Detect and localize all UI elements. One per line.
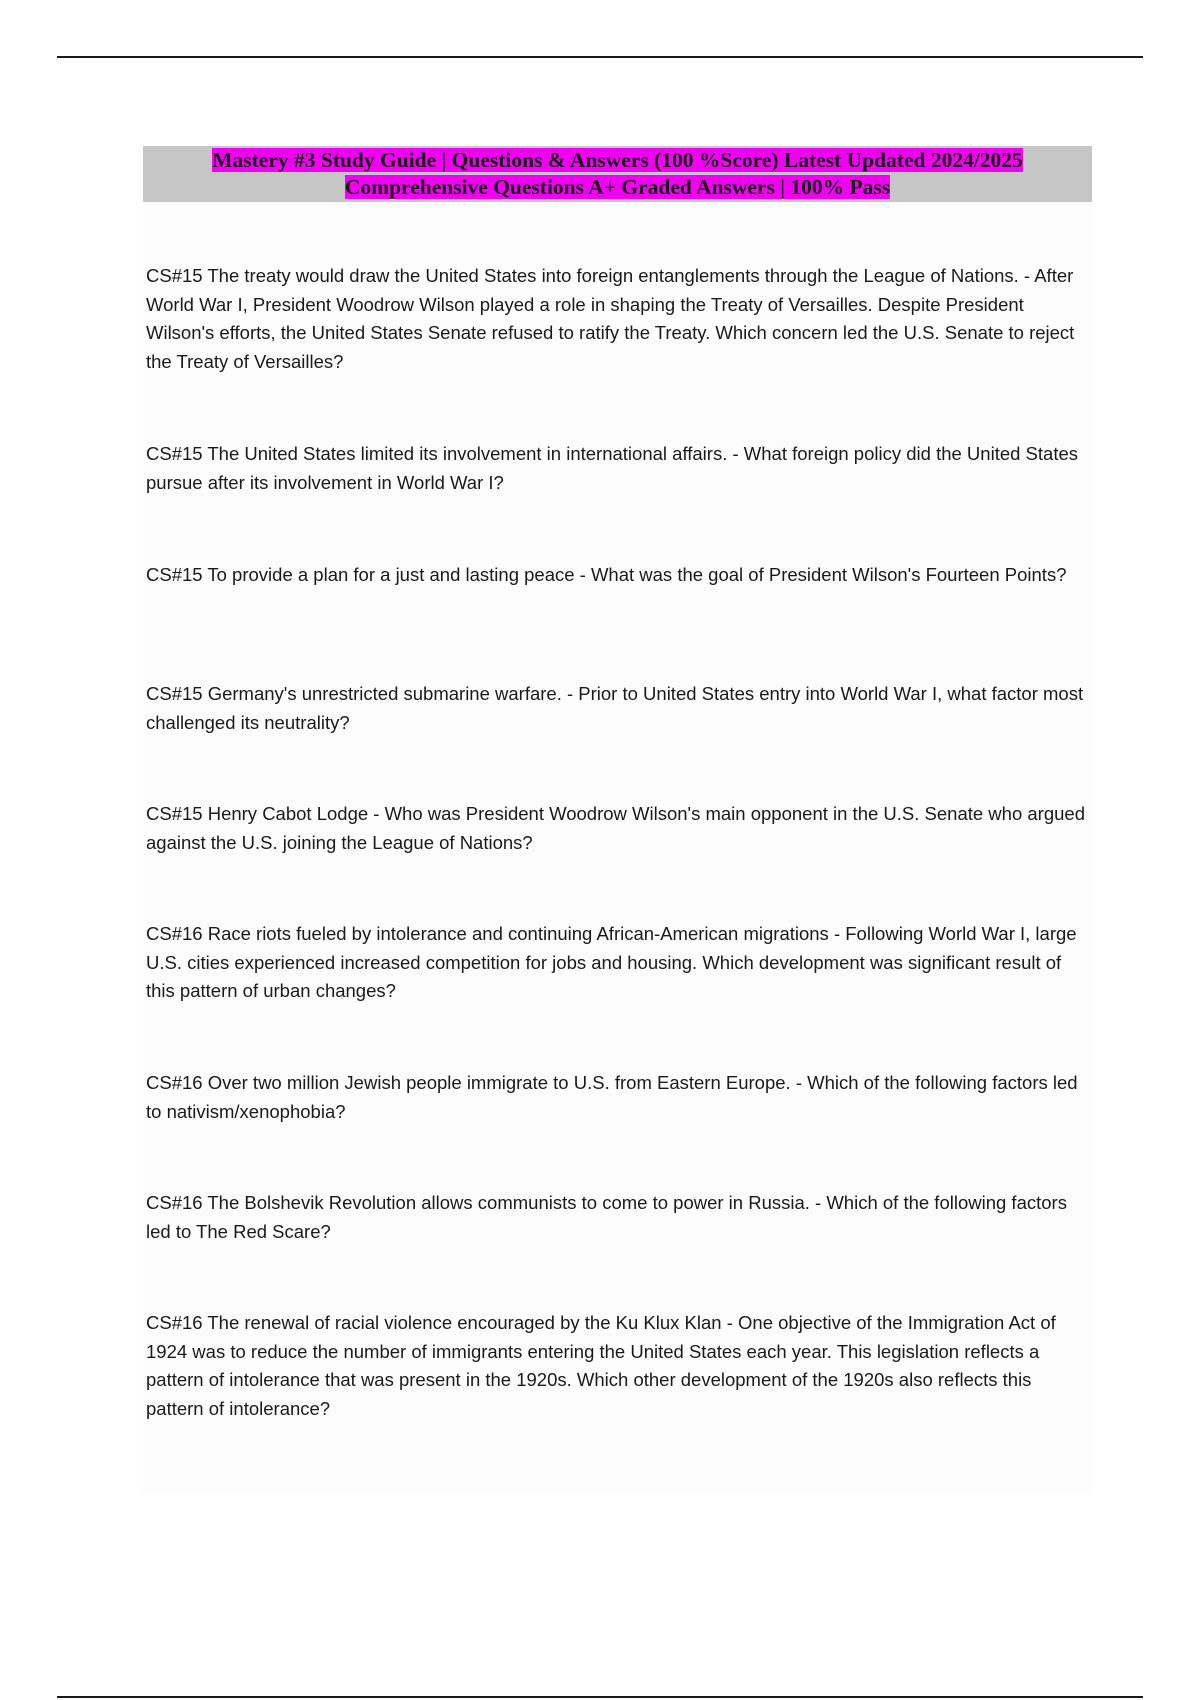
qa-item-1: CS#15 The treaty would draw the United States into foreign entanglements through the League of Nations. - After World War I, President Woodrow Wilson played a role in shaping the Treaty of Versailles. Despite President Wilson's efforts, the United States Senate refused to ratify the Treaty. Which concern led the U.S. Senate to reject the Treaty of Versailles? bbox=[146, 265, 1075, 372]
document-title-banner bbox=[143, 146, 1092, 202]
qa-item-5: CS#15 Henry Cabot Lodge - Who was President Woodrow Wilson's main opponent in the U.S. Senate who argued against the U.S. joining the League of Nations? bbox=[146, 803, 1085, 853]
qa-item-8: CS#16 The Bolshevik Revolution allows communists to come to power in Russia. - Which of the following factors led to The Red Scare? bbox=[146, 1192, 1067, 1242]
qa-item-6: CS#16 Race riots fueled by intolerance and continuing African-American migrations - Following World War I, large U.S. cities experienced increased competition for jobs and housing. Which development was significant result of this pattern of urban changes? bbox=[146, 923, 1077, 1001]
qa-item-2: CS#15 The United States limited its involvement in international affairs. - What foreign policy did the United States pursue after its involvement in World War I? bbox=[146, 443, 1078, 493]
qa-item-7: CS#16 Over two million Jewish people immigrate to U.S. from Eastern Europe. - Which of the following factors led to nativism/xenophobia? bbox=[146, 1072, 1078, 1122]
qa-item-9: CS#16 The renewal of racial violence encouraged by the Ku Klux Klan - One objective of the Immigration Act of 1924 was to reduce the number of immigrants entering the United States each year. This legislation reflects a pattern of intolerance that was present in the 1920s. Which other development of the 1920s also reflects this pattern of intolerance? bbox=[146, 1312, 1056, 1419]
bottom-divider bbox=[57, 1696, 1143, 1698]
top-divider bbox=[57, 56, 1143, 58]
qa-item-4: CS#15 Germany's unrestricted submarine warfare. - Prior to United States entry into World War I, what factor most challenged its neutrality? bbox=[146, 683, 1084, 733]
title-line-1: Mastery #3 Study Guide | Questions & Answers (100 %Score) Latest Updated 2024/2025 bbox=[212, 148, 1023, 172]
title-line-2: Comprehensive Questions A+ Graded Answers | 100% Pass bbox=[344, 175, 891, 199]
qa-item-3: CS#15 To provide a plan for a just and lasting peace - What was the goal of President Wilson's Fourteen Points? bbox=[146, 564, 1067, 585]
